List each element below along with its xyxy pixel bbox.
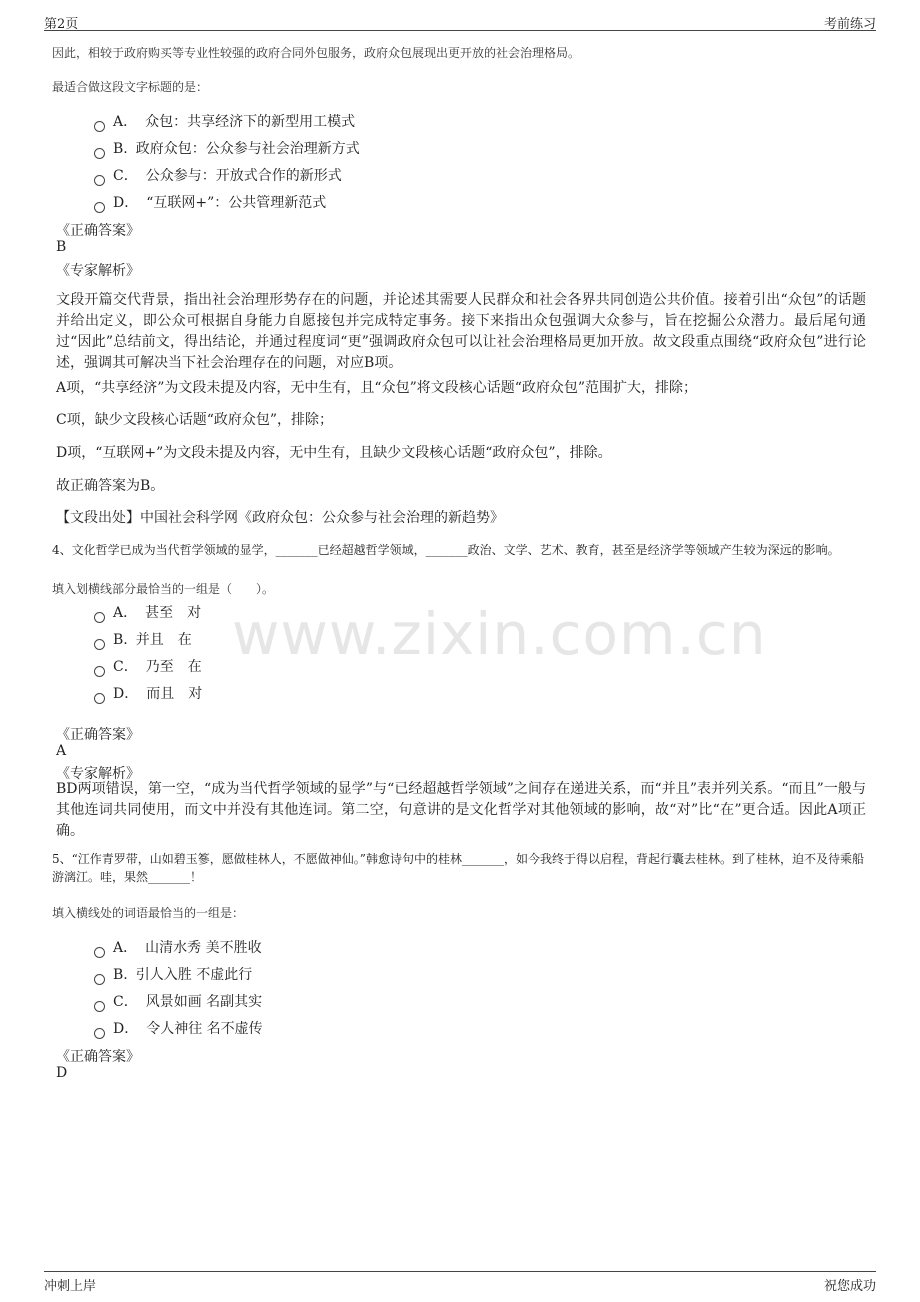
radio-icon[interactable] [94,639,105,650]
q5-option-d[interactable]: D． 令人神往 名不虚传 [94,1018,263,1038]
q3-stem-tail: 因此，相较于政府购买等专业性较强的政府合同外包服务，政府众包展现出更开放的社会治理格局。 [52,46,581,60]
radio-icon[interactable] [94,121,105,132]
q3-analysis-c: C项，缺少文段核心话题“政府众包”，排除； [56,412,334,428]
radio-icon[interactable] [94,612,105,623]
q3-conclusion: 故正确答案为B。 [56,478,165,494]
header-title: 考前练习 [823,17,876,32]
q3-answer-label: 《正确答案》 [56,223,140,239]
q4-stem: 4、文化哲学已成为当代哲学领域的显学，_______已经超越哲学领域，_______政治、文学、艺术、教育，甚至是经济学等领域产生较为深远的影响。 [52,543,840,557]
page-header [44,10,876,31]
radio-icon[interactable] [94,666,105,677]
q4-analysis: BD两项错误，第一空，“成为当代哲学领域的显学”与“已经超越哲学领域”之间存在递进关系，而“并且”表并列关系。“而且”一般与其他连词共同使用，而文中并没有其他连词。第二空，句意讲的是文化哲学对其他领域的影响，故“对”比“在”更合适。因此A项正确。 [56,781,866,839]
page-number: 第2页 [44,17,79,32]
watermark: www.zixin.com.cn [232,600,767,668]
q3-option-d[interactable]: D． “互联网+”：公共管理新范式 [94,192,326,212]
radio-icon[interactable] [94,1001,105,1012]
q4-prompt: 填入划横线部分最恰当的一组是（ ）。 [52,582,275,596]
q3-source: 【文段出处】中国社会科学网《政府众包：公众参与社会治理的新趋势》 [56,510,504,526]
radio-icon[interactable] [94,202,105,213]
radio-icon[interactable] [94,693,105,704]
q3-answer: B [56,239,67,255]
q5-answer-label: 《正确答案》 [56,1049,140,1065]
radio-icon[interactable] [94,1028,105,1039]
q4-answer-label: 《正确答案》 [56,727,140,743]
q3-analysis-main: 文段开篇交代背景，指出社会治理形势存在的问题，并论述其需要人民群众和社会各界共同创造公共价值。接着引出“众包”的话题并给出定义，即公众可根据自身能力自愿接包并完成特定事务。接下来指出众包强调大众参与，旨在挖掘公众潜力。最后尾句通过“因此”总结前文，得出结论，并通过程度词“更”强调政府众包可以让社会治理格局更加开放。故文段重点围绕“政府众包”进行论述，强调其可解决当下社会治理存在的问题，对应B项。 [56,292,866,371]
q5-stem: 5、“江作青罗带，山如碧玉篸，愿做桂林人，不愿做神仙。”韩愈诗句中的桂林_______，如今我终于得以启程，背起行囊去桂林。到了桂林，迫不及待乘船游漓江。哇，果然_______！ [52,852,864,884]
q3-option-b[interactable]: B. 政府众包：公众参与社会治理新方式 [94,138,360,158]
q4-option-c[interactable]: C． 乃至 在 [94,656,202,676]
q3-option-c[interactable]: C． 公众参与：开放式合作的新形式 [94,165,342,185]
q3-analysis-label: 《专家解析》 [56,263,140,279]
q3-analysis-d: D项，“互联网+”为文段未提及内容，无中生有，且缺少文段核心话题“政府众包”，排除。 [56,445,612,461]
footer-right-slogan: 祝您成功 [823,1279,876,1294]
footer-left-slogan: 冲刺上岸 [44,1279,97,1294]
q3-prompt: 最适合做这段文字标题的是： [52,80,209,94]
radio-icon[interactable] [94,148,105,159]
q5-answer: D [56,1065,68,1081]
q4-option-d[interactable]: D． 而且 对 [94,683,202,703]
q4-answer: A [56,743,67,759]
q5-option-c[interactable]: C． 风景如画 名副其实 [94,991,262,1011]
q3-analysis-a: A项，“共享经济”为文段未提及内容，无中生有，且“众包”将文段核心话题“政府众包”范围扩大，排除； [56,380,698,396]
radio-icon[interactable] [94,974,105,985]
q4-analysis-label: 《专家解析》 [56,766,140,782]
q4-option-a[interactable]: A． 甚至 对 [94,602,201,622]
page-footer [44,1271,876,1292]
radio-icon[interactable] [94,175,105,186]
q5-option-b[interactable]: B. 引人入胜 不虚此行 [94,964,252,984]
q5-prompt: 填入横线处的词语最恰当的一组是： [52,906,245,920]
q4-option-b[interactable]: B. 并且 在 [94,629,192,649]
q3-option-a[interactable]: A． 众包：共享经济下的新型用工模式 [94,111,355,131]
radio-icon[interactable] [94,947,105,958]
q5-option-a[interactable]: A． 山清水秀 美不胜收 [94,937,262,957]
